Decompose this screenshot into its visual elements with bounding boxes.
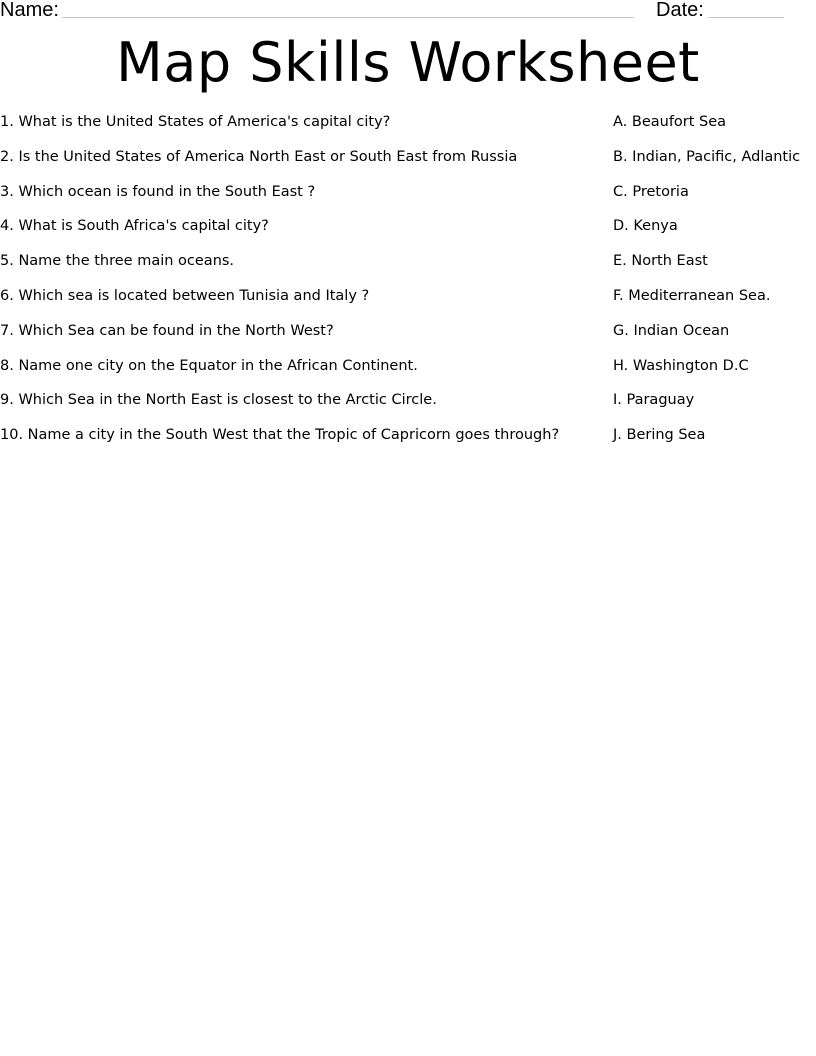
name-field[interactable] [62,17,634,18]
question-item: 3. Which ocean is found in the South East ? [0,183,316,200]
page-title: Map Skills Worksheet [116,31,700,94]
question-item: 4. What is South Africa's capital city? [0,218,269,235]
question-item: 1. What is the United States of America's capital city? [0,114,391,130]
answer-item: C. Pretoria [613,183,689,200]
answer-item: A. Beaufort Sea [613,114,727,130]
question-list [0,112,600,460]
answer-list [613,112,816,460]
answer-item: D. Kenya [613,218,678,235]
answer-item: J. Bering Sea [613,427,706,444]
name-label: Name: [0,0,59,21]
date-label: Date: [656,0,704,21]
answer-item: E. North East [613,253,708,270]
answer-item: G. Indian Ocean [613,322,730,339]
worksheet-header [0,0,816,24]
question-item: 10. Name a city in the South West that the Tropic of Capricorn goes through? [0,427,560,444]
answer-item: F. Mediterranean Sea. [613,287,771,304]
answer-item: B. Indian, Pacific, Adlantic [613,148,801,165]
answer-item: I. Paraguay [613,392,695,409]
question-item: 5. Name the three main oceans. [0,253,235,270]
answer-item: H. Washington D.C [613,357,749,374]
question-item: 7. Which Sea can be found in the North West? [0,322,334,339]
question-item: 6. Which sea is located between Tunisia and Italy ? [0,287,370,304]
date-field[interactable] [708,17,784,18]
question-item: 8. Name one city on the Equator in the African Continent. [0,357,418,374]
question-item: 9. Which Sea in the North East is closest to the Arctic Circle. [0,392,437,409]
question-item: 2. Is the United States of America North East or South East from Russia [0,148,518,165]
